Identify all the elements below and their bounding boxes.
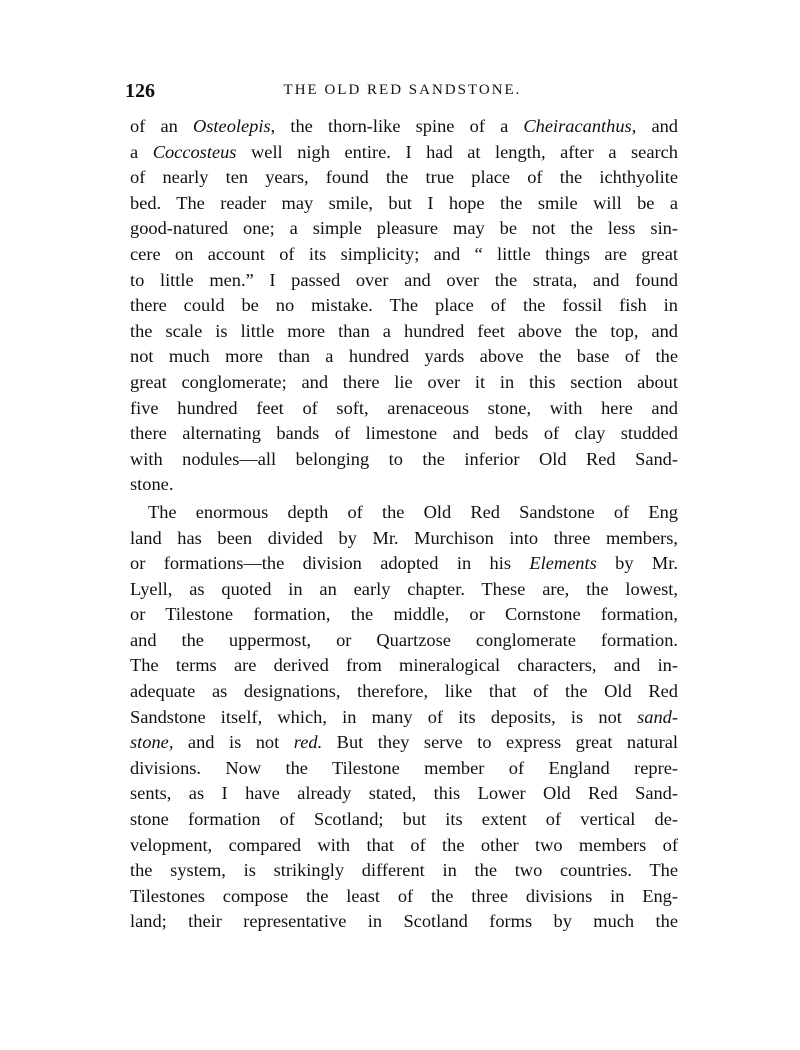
text-line: the scale is little more than a hundred feet above the top, and [130, 320, 678, 341]
text-line: stone. [130, 474, 174, 495]
running-title: THE OLD RED SANDSTONE. [283, 82, 522, 98]
paragraph-1 [130, 114, 678, 498]
text-line: velopment, compared with that of the other two members of [130, 834, 678, 855]
text-line: Lyell, as quoted in an early chapter. These are, the lowest, [130, 578, 678, 599]
text-line: great conglomerate; and there lie over it in this section about [130, 371, 678, 392]
text-line: five hundred feet of soft, arenaceous stone, with here and [130, 397, 678, 418]
text-line: land; their representative in Scotland forms by much the [130, 911, 678, 932]
text-line: or Tilestone formation, the middle, or Cornstone formation, [130, 604, 678, 625]
text-line: with nodules—all belonging to the inferior Old Red Sand- [130, 448, 678, 469]
text-line: bed. The reader may smile, but I hope the smile will be a [130, 192, 678, 213]
text-line: to little men.” I passed over and over the strata, and found [130, 269, 678, 290]
text-line: The enormous depth of the Old Red Sandstone of Eng [148, 501, 678, 522]
text-line: the system, is strikingly different in the two countries. The [130, 860, 678, 881]
text-line: good-natured one; a simple pleasure may be not the less sin- [130, 218, 678, 239]
text-line: not much more than a hundred yards above the base of the [130, 346, 678, 367]
text-line: sents, as I have already stated, this Lower Old Red Sand- [130, 783, 678, 804]
body-text [130, 114, 678, 935]
text-line: there could be no mistake. The place of the fossil fish in [130, 295, 678, 316]
text-line: The terms are derived from mineralogical characters, and in- [130, 655, 678, 676]
text-line: stone, and is not red. But they serve to express great natural [130, 732, 678, 753]
text-line: divisions. Now the Tilestone member of England repre- [130, 757, 678, 778]
text-line: or formations—the division adopted in his Elements by Mr. [130, 553, 678, 574]
text-line: Sandstone itself, which, in many of its deposits, is not sand- [130, 706, 678, 727]
text-line: of nearly ten years, found the true place of the ichthyolite [130, 167, 678, 188]
page-number: 126 [125, 80, 155, 102]
text-line: a Coccosteus well nigh entire. I had at length, after a search [130, 141, 678, 162]
paragraph-2 [130, 500, 678, 935]
text-line: Tilestones compose the least of the three divisions in Eng- [130, 885, 678, 906]
text-line: stone formation of Scotland; but its extent of vertical de- [130, 809, 678, 830]
text-line: adequate as designations, therefore, like that of the Old Red [130, 681, 678, 702]
text-line: there alternating bands of limestone and beds of clay studded [130, 423, 678, 444]
text-line: land has been divided by Mr. Murchison into three members, [130, 527, 678, 548]
page-header [125, 80, 680, 102]
text-line: and the uppermost, or Quartzose conglomerate formation. [130, 629, 678, 650]
text-line: cere on account of its simplicity; and “ little things are great [130, 243, 678, 264]
text-line: of an Osteolepis, the thorn-like spine of a Cheiracanthus, and [130, 116, 679, 136]
